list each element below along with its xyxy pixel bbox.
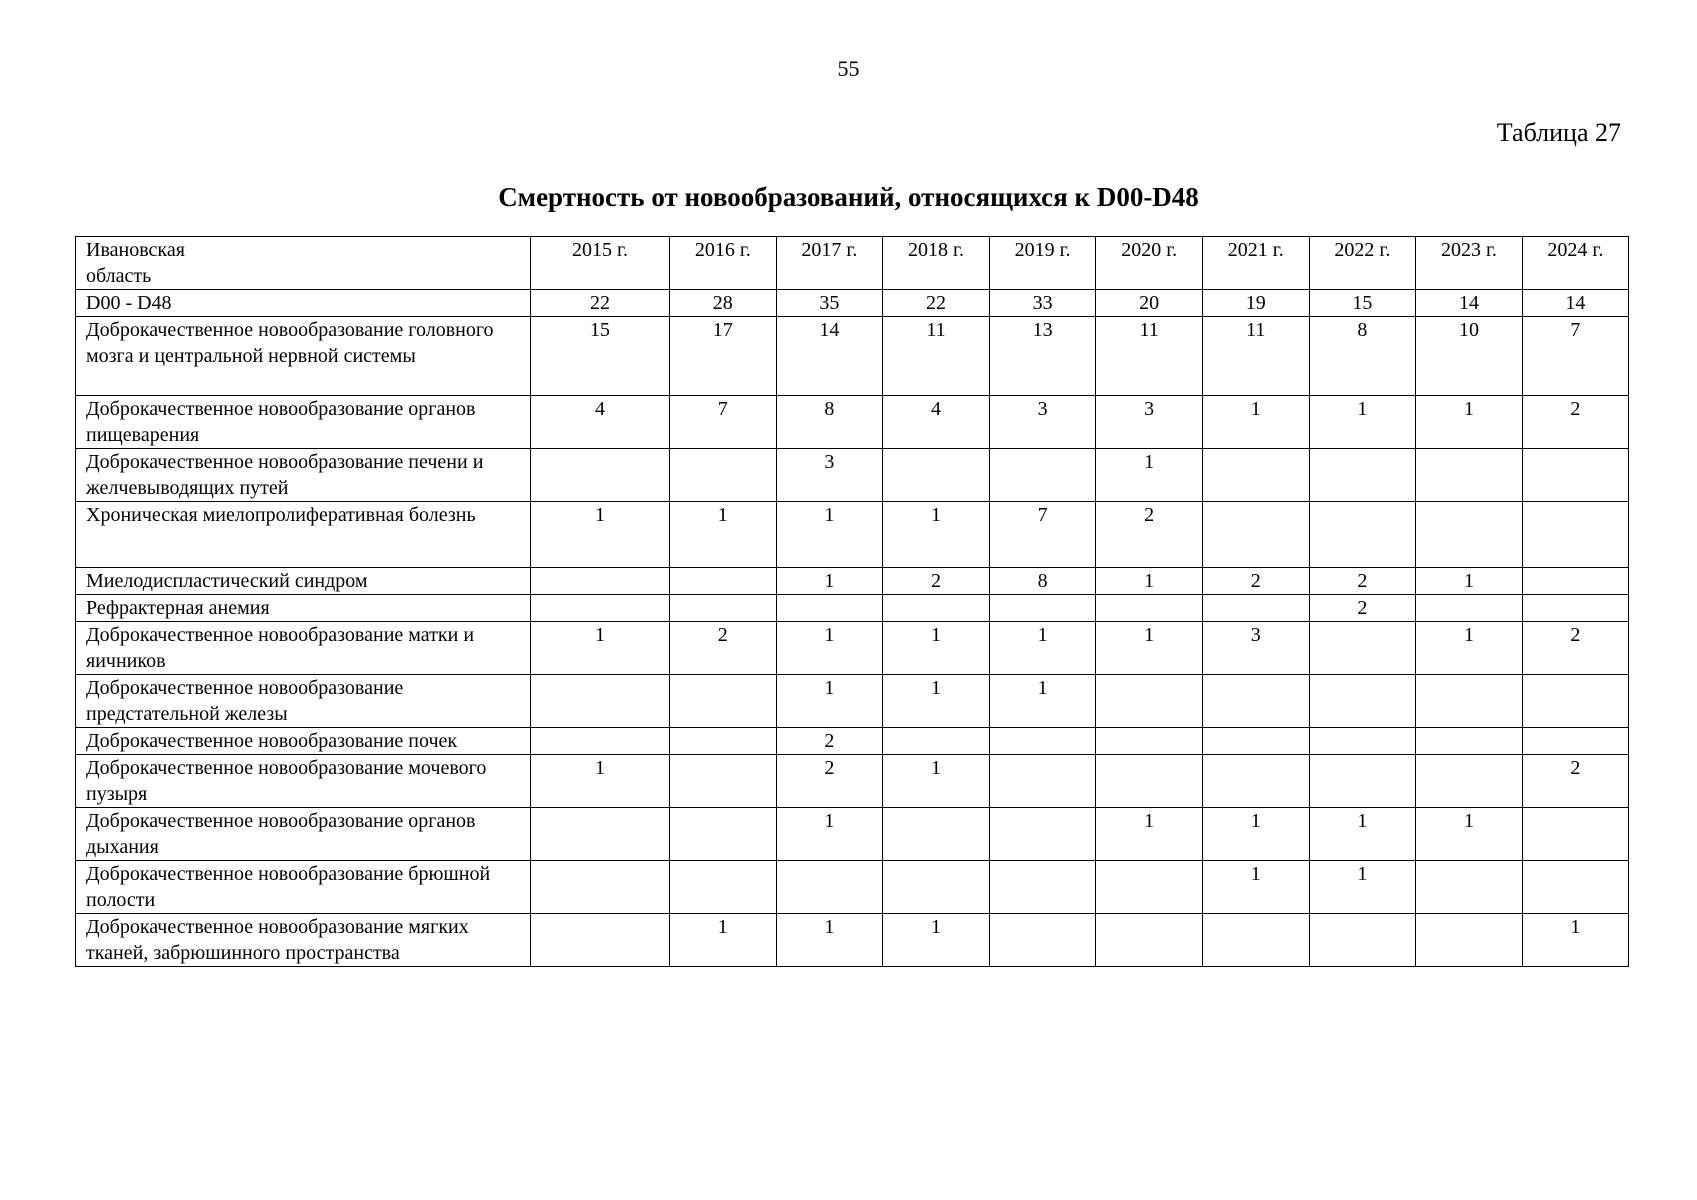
table-cell: 22	[883, 290, 990, 317]
column-header: 2016 г.	[670, 237, 777, 290]
table-cell	[531, 728, 670, 755]
table-cell: 1	[776, 568, 883, 595]
table-cell	[670, 728, 777, 755]
row-label: Доброкачественное новообразование органов дыхания	[76, 808, 531, 861]
row-label: Доброкачественное новообразование мягких тканей, забрюшинного пространства	[76, 914, 531, 967]
mortality-table	[75, 236, 1629, 967]
table-cell: 1	[1522, 914, 1628, 967]
table-cell	[1202, 675, 1309, 728]
table-cell: 1	[1096, 568, 1203, 595]
table-cell: 22	[531, 290, 670, 317]
row-label: Доброкачественное новообразование матки и яичников	[76, 622, 531, 675]
table-cell	[1309, 675, 1416, 728]
table-cell: 7	[989, 502, 1096, 568]
table-cell: 1	[776, 622, 883, 675]
table-cell	[883, 808, 990, 861]
page-number: 55	[837, 56, 860, 81]
column-header: 2022 г.	[1309, 237, 1416, 290]
table-cell: 2	[1522, 622, 1628, 675]
table-cell: 14	[776, 317, 883, 396]
table-cell: 14	[1416, 290, 1523, 317]
table-cell: 1	[1096, 808, 1203, 861]
table-cell	[1309, 728, 1416, 755]
table-cell	[670, 861, 777, 914]
row-label: D00 - D48	[76, 290, 531, 317]
table-cell	[670, 568, 777, 595]
table-cell	[989, 755, 1096, 808]
table-row	[76, 595, 1629, 622]
table-cell: 1	[776, 808, 883, 861]
table-cell: 8	[1309, 317, 1416, 396]
table-cell: 1	[1096, 622, 1203, 675]
table-row	[76, 861, 1629, 914]
table-cell: 11	[883, 317, 990, 396]
table-cell: 8	[989, 568, 1096, 595]
table-cell	[1202, 755, 1309, 808]
table-cell: 11	[1096, 317, 1203, 396]
table-cell: 1	[1202, 396, 1309, 449]
column-header: 2015 г.	[531, 237, 670, 290]
table-cell	[1416, 449, 1523, 502]
table-cell: 1	[776, 675, 883, 728]
table-cell: 2	[1309, 595, 1416, 622]
table-cell: 4	[883, 396, 990, 449]
table-row	[76, 396, 1629, 449]
column-header: 2018 г.	[883, 237, 990, 290]
row-label: Доброкачественное новообразование головного мозга и центральной нервной системы	[76, 317, 531, 396]
table-cell: 1	[883, 502, 990, 568]
table-cell: 15	[531, 317, 670, 396]
table-cell	[776, 861, 883, 914]
table-cell	[883, 728, 990, 755]
table-cell	[776, 595, 883, 622]
table-cell	[531, 808, 670, 861]
table-cell: 35	[776, 290, 883, 317]
table-cell: 28	[670, 290, 777, 317]
table-cell	[531, 914, 670, 967]
table-label: Таблица 27	[1496, 118, 1621, 147]
table-cell: 1	[1416, 808, 1523, 861]
table-cell	[1202, 502, 1309, 568]
table-cell: 1	[531, 502, 670, 568]
column-header: 2024 г.	[1522, 237, 1628, 290]
table-cell	[1522, 502, 1628, 568]
table-cell: 13	[989, 317, 1096, 396]
table-cell: 1	[989, 622, 1096, 675]
table-cell: 2	[776, 728, 883, 755]
table-cell	[989, 914, 1096, 967]
table-cell: 1	[1309, 808, 1416, 861]
table-cell	[883, 595, 990, 622]
table-row	[76, 449, 1629, 502]
table-cell	[1522, 861, 1628, 914]
table-cell: 1	[1202, 808, 1309, 861]
table-cell	[670, 595, 777, 622]
table-cell	[1522, 808, 1628, 861]
table-cell	[531, 675, 670, 728]
table-cell: 3	[1202, 622, 1309, 675]
table-cell: 1	[883, 675, 990, 728]
table-row	[76, 914, 1629, 967]
table-cell	[1522, 595, 1628, 622]
table-cell: 1	[776, 502, 883, 568]
table-cell: 1	[1096, 449, 1203, 502]
table-cell: 7	[1522, 317, 1628, 396]
table-cell: 1	[670, 914, 777, 967]
table-cell	[989, 861, 1096, 914]
column-header: 2019 г.	[989, 237, 1096, 290]
table-cell: 2	[1522, 396, 1628, 449]
table-cell	[1309, 502, 1416, 568]
table-cell: 1	[883, 914, 990, 967]
table-cell	[883, 449, 990, 502]
table-cell	[1309, 622, 1416, 675]
table-cell	[1096, 595, 1203, 622]
table-cell: 3	[989, 396, 1096, 449]
table-row	[76, 317, 1629, 396]
row-label: Доброкачественное новообразование брюшной полости	[76, 861, 531, 914]
table-cell	[1096, 914, 1203, 967]
table-cell: 1	[1416, 568, 1523, 595]
table-row	[76, 675, 1629, 728]
row-label: Доброкачественное новообразование предстательной железы	[76, 675, 531, 728]
row-label: Миелодиспластический синдром	[76, 568, 531, 595]
table-cell: 1	[1202, 861, 1309, 914]
table-cell: 2	[776, 755, 883, 808]
table-row	[76, 728, 1629, 755]
table-cell	[1522, 449, 1628, 502]
table-cell: 7	[670, 396, 777, 449]
table-row	[76, 755, 1629, 808]
table-row	[76, 622, 1629, 675]
table-cell	[1416, 595, 1523, 622]
table-cell: 1	[1416, 622, 1523, 675]
table-cell: 2	[670, 622, 777, 675]
table-cell: 15	[1309, 290, 1416, 317]
table-cell: 19	[1202, 290, 1309, 317]
table-cell	[670, 675, 777, 728]
table-cell	[670, 808, 777, 861]
table-cell	[1522, 675, 1628, 728]
column-header: 2020 г.	[1096, 237, 1203, 290]
table-cell: 14	[1522, 290, 1628, 317]
table-cell	[1202, 728, 1309, 755]
table-cell: 1	[1309, 396, 1416, 449]
table-cell: 3	[776, 449, 883, 502]
table-cell: 2	[1309, 568, 1416, 595]
region-header: Ивановская область	[76, 237, 531, 290]
table-cell	[1522, 568, 1628, 595]
table-cell: 1	[989, 675, 1096, 728]
table-cell: 1	[670, 502, 777, 568]
table-cell	[1096, 728, 1203, 755]
column-header: 2017 г.	[776, 237, 883, 290]
table-cell	[1416, 675, 1523, 728]
table-cell	[670, 755, 777, 808]
table-cell: 33	[989, 290, 1096, 317]
table-cell	[531, 595, 670, 622]
table-cell: 20	[1096, 290, 1203, 317]
table-cell: 1	[1416, 396, 1523, 449]
table-cell	[1096, 755, 1203, 808]
table-cell: 1	[776, 914, 883, 967]
table-cell	[1309, 755, 1416, 808]
row-label: Рефрактерная анемия	[76, 595, 531, 622]
column-header: 2023 г.	[1416, 237, 1523, 290]
table-cell: 2	[1202, 568, 1309, 595]
table-cell	[1416, 755, 1523, 808]
table-cell: 11	[1202, 317, 1309, 396]
table-title: Смертность от новообразований, относящихся к D00-D48	[498, 182, 1199, 212]
table-row	[76, 290, 1629, 317]
table-cell	[1416, 861, 1523, 914]
table-cell	[989, 808, 1096, 861]
table-cell: 1	[531, 622, 670, 675]
table-cell: 2	[1522, 755, 1628, 808]
table-cell	[670, 449, 777, 502]
row-label: Доброкачественное новообразование почек	[76, 728, 531, 755]
table-cell	[1202, 595, 1309, 622]
table-cell: 1	[883, 622, 990, 675]
table-cell	[531, 449, 670, 502]
table-cell	[1202, 449, 1309, 502]
table-cell: 2	[1096, 502, 1203, 568]
table-header-row	[76, 237, 1629, 290]
table-cell	[1309, 914, 1416, 967]
table-row	[76, 808, 1629, 861]
table-cell: 2	[883, 568, 990, 595]
table-cell: 10	[1416, 317, 1523, 396]
table-cell: 8	[776, 396, 883, 449]
table-cell	[1416, 914, 1523, 967]
row-label: Хроническая миелопролиферативная болезнь	[76, 502, 531, 568]
table-cell	[1202, 914, 1309, 967]
table-cell	[1096, 675, 1203, 728]
table-cell	[1096, 861, 1203, 914]
table-cell: 17	[670, 317, 777, 396]
table-cell: 4	[531, 396, 670, 449]
row-label: Доброкачественное новообразование печени и желчевыводящих путей	[76, 449, 531, 502]
table-cell	[531, 861, 670, 914]
table-cell: 1	[883, 755, 990, 808]
table-cell	[1522, 728, 1628, 755]
table-cell	[531, 568, 670, 595]
table-cell	[1416, 502, 1523, 568]
table-cell: 1	[531, 755, 670, 808]
table-cell	[1416, 728, 1523, 755]
table-cell: 3	[1096, 396, 1203, 449]
row-label: Доброкачественное новообразование мочевого пузыря	[76, 755, 531, 808]
table-cell	[1309, 449, 1416, 502]
row-label: Доброкачественное новообразование органов пищеварения	[76, 396, 531, 449]
table-cell	[989, 728, 1096, 755]
table-cell: 1	[1309, 861, 1416, 914]
table-cell	[883, 861, 990, 914]
table-row	[76, 568, 1629, 595]
column-header: 2021 г.	[1202, 237, 1309, 290]
table-row	[76, 502, 1629, 568]
table-cell	[989, 449, 1096, 502]
table-cell	[989, 595, 1096, 622]
